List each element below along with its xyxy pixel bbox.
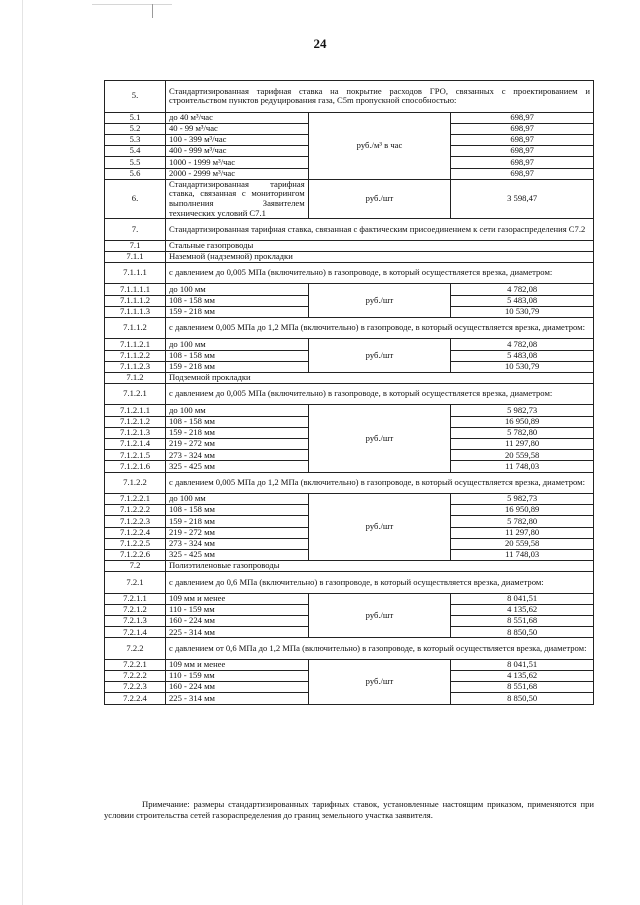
row-code: 7.1.1.2	[105, 317, 166, 338]
row-description: Подземной прокладки	[166, 372, 594, 383]
row-description: 325 - 425 мм	[166, 549, 309, 560]
table-row	[105, 372, 594, 383]
row-description: Стандартизированная тарифная ставка, связанная с фактическим присоединением к сети газораспределения C7.2	[166, 219, 594, 240]
row-code: 7.2.2	[105, 638, 166, 659]
row-code: 7.1.2.2.5	[105, 538, 166, 549]
row-code: 7.1.1.1.2	[105, 295, 166, 306]
row-value: 8 041,51	[451, 593, 594, 604]
row-description: с давлением до 0,005 МПа (включительно) в газопроводе, в который осуществляется врезка, диаметром:	[166, 262, 594, 283]
scan-artifact-mark	[152, 4, 153, 18]
row-code: 7.1	[105, 240, 166, 251]
row-code: 7.2.2.3	[105, 682, 166, 693]
unit-group-cell: руб./шт	[308, 493, 451, 560]
row-value: 11 297,80	[451, 439, 594, 450]
row-description: Стальные газопроводы	[166, 240, 594, 251]
row-value: 4 782,08	[451, 284, 594, 295]
row-description: 273 - 324 мм	[166, 450, 309, 461]
row-code: 7.1.2.2.4	[105, 527, 166, 538]
row-value: 5 782,80	[451, 427, 594, 438]
footnote: Примечание: размеры стандартизированных тарифных ставок, установленные настоящим приказом, применяются при условии строительства сетей газораспределения до границ земельного участка заявителя.	[104, 799, 594, 821]
row-code: 5.1	[105, 112, 166, 123]
row-code: 7.1.1.2.1	[105, 339, 166, 350]
tariff-table-body	[105, 81, 594, 705]
row-value: 5 982,73	[451, 405, 594, 416]
row-description: 159 - 218 мм	[166, 427, 309, 438]
row-value: 16 950,89	[451, 505, 594, 516]
row-code: 6.	[105, 179, 166, 219]
row-description: Полиэтиленовые газопроводы	[166, 561, 594, 572]
row-description: Стандартизированная тарифная ставка, связанная с мониторингом выполнения Заявителем технических условий C7.1	[166, 179, 309, 219]
row-code: 7.2.1	[105, 572, 166, 593]
row-description: с давлением до 0,6 МПа (включительно) в газопроводе, в который осуществляется врезка, диаметром:	[166, 572, 594, 593]
row-code: 7.2.1.4	[105, 627, 166, 638]
row-description: 325 - 425 мм	[166, 461, 309, 472]
row-value: 5 782,80	[451, 516, 594, 527]
unit-group-cell: руб./шт	[308, 593, 451, 638]
row-description: 110 - 159 мм	[166, 671, 309, 682]
row-description: с давлением 0,005 МПа до 1,2 МПа (включительно) в газопроводе, в который осуществляется врезка, диаметром:	[166, 317, 594, 338]
row-value: 10 530,79	[451, 306, 594, 317]
row-value: 698,97	[451, 112, 594, 123]
row-code: 7.2.1.1	[105, 593, 166, 604]
row-description: 160 - 224 мм	[166, 616, 309, 627]
row-description: с давлением от 0,6 МПа до 1,2 МПа (включительно) в газопроводе, в который осуществляется врезка, диаметром:	[166, 638, 594, 659]
row-description: 110 - 159 мм	[166, 604, 309, 615]
row-code: 5.	[105, 81, 166, 113]
row-value: 8 041,51	[451, 659, 594, 670]
row-description: с давлением до 0,005 МПа (включительно) в газопроводе, в который осуществляется врезка, диаметром:	[166, 384, 594, 405]
row-value: 11 297,80	[451, 527, 594, 538]
row-description: 108 - 158 мм	[166, 350, 309, 361]
row-code: 7.1.2.2.6	[105, 549, 166, 560]
row-description: 219 - 272 мм	[166, 439, 309, 450]
row-value: 8 850,50	[451, 627, 594, 638]
row-code: 7.	[105, 219, 166, 240]
row-value: 20 559,58	[451, 450, 594, 461]
row-code: 7.1.1	[105, 251, 166, 262]
table-row	[105, 572, 594, 593]
row-description: 40 - 99 м³/час	[166, 123, 309, 134]
row-description: 159 - 218 мм	[166, 361, 309, 372]
row-description: до 100 мм	[166, 339, 309, 350]
table-row	[105, 112, 594, 123]
row-code: 7.1.2.1.5	[105, 450, 166, 461]
table-row	[105, 472, 594, 493]
row-code: 5.4	[105, 146, 166, 157]
row-value: 4 782,08	[451, 339, 594, 350]
row-code: 7.1.1.1.1	[105, 284, 166, 295]
row-value: 8 850,50	[451, 693, 594, 704]
table-row	[105, 593, 594, 604]
row-value: 5 982,73	[451, 493, 594, 504]
row-value: 11 748,03	[451, 461, 594, 472]
row-description: Наземной (надземной) прокладки	[166, 251, 594, 262]
row-description: 108 - 158 мм	[166, 295, 309, 306]
row-description: 100 - 399 м³/час	[166, 134, 309, 145]
row-unit: руб./шт	[308, 179, 451, 219]
row-code: 7.1.2	[105, 372, 166, 383]
row-value: 11 748,03	[451, 549, 594, 560]
table-row	[105, 638, 594, 659]
scan-artifact-top	[92, 4, 172, 5]
row-value: 8 551,68	[451, 616, 594, 627]
unit-group-cell: руб./шт	[308, 659, 451, 704]
row-code: 7.1.2.1.2	[105, 416, 166, 427]
table-row	[105, 317, 594, 338]
row-code: 5.2	[105, 123, 166, 134]
table-row	[105, 179, 594, 219]
row-value: 10 530,79	[451, 361, 594, 372]
row-code: 7.1.2.2.2	[105, 505, 166, 516]
table-row	[105, 493, 594, 504]
row-code: 7.1.1.1	[105, 262, 166, 283]
row-description: 108 - 158 мм	[166, 416, 309, 427]
table-row	[105, 284, 594, 295]
table-row	[105, 240, 594, 251]
row-code: 7.2.2.4	[105, 693, 166, 704]
row-code: 7.1.2.2	[105, 472, 166, 493]
row-description: до 100 мм	[166, 493, 309, 504]
scan-artifact-left	[22, 0, 23, 905]
table-row	[105, 384, 594, 405]
row-code: 7.2.1.3	[105, 616, 166, 627]
unit-group-cell: руб./шт	[308, 284, 451, 318]
row-code: 7.1.2.1.4	[105, 439, 166, 450]
row-code: 7.1.1.1.3	[105, 306, 166, 317]
row-value: 698,97	[451, 134, 594, 145]
row-value: 16 950,89	[451, 416, 594, 427]
row-value: 20 559,58	[451, 538, 594, 549]
row-code: 7.2	[105, 561, 166, 572]
tariff-table	[104, 80, 594, 705]
row-code: 7.1.2.1.6	[105, 461, 166, 472]
table-row	[105, 251, 594, 262]
row-value: 5 483,08	[451, 295, 594, 306]
unit-group-cell: руб./шт	[308, 405, 451, 472]
row-code: 7.1.1.2.2	[105, 350, 166, 361]
table-row	[105, 81, 594, 113]
row-description: 160 - 224 мм	[166, 682, 309, 693]
row-code: 7.2.2.1	[105, 659, 166, 670]
table-row	[105, 405, 594, 416]
row-code: 5.6	[105, 168, 166, 179]
row-code: 7.2.2.2	[105, 671, 166, 682]
row-description: 109 мм и менее	[166, 593, 309, 604]
table-row	[105, 659, 594, 670]
row-code: 7.2.1.2	[105, 604, 166, 615]
row-description: до 40 м³/час	[166, 112, 309, 123]
row-value: 4 135,62	[451, 671, 594, 682]
row-value: 5 483,08	[451, 350, 594, 361]
row-value: 698,97	[451, 157, 594, 168]
row-description: 1000 - 1999 м³/час	[166, 157, 309, 168]
row-description: с давлением 0,005 МПа до 1,2 МПа (включительно) в газопроводе, в который осуществляется врезка, диаметром:	[166, 472, 594, 493]
row-description: 225 - 314 мм	[166, 627, 309, 638]
row-code: 5.3	[105, 134, 166, 145]
row-description: 219 - 272 мм	[166, 527, 309, 538]
row-description: 109 мм и менее	[166, 659, 309, 670]
row-value: 8 551,68	[451, 682, 594, 693]
row-description: 2000 - 2999 м³/час	[166, 168, 309, 179]
row-code: 7.1.2.1.3	[105, 427, 166, 438]
row-value: 698,97	[451, 146, 594, 157]
row-description: 159 - 218 мм	[166, 516, 309, 527]
page-number: 24	[313, 36, 327, 51]
row-code: 7.1.1.2.3	[105, 361, 166, 372]
row-value: 3 598,47	[451, 179, 594, 219]
row-description: 225 - 314 мм	[166, 693, 309, 704]
table-row	[105, 219, 594, 240]
row-description: 273 - 324 мм	[166, 538, 309, 549]
unit-group-cell: руб./шт	[308, 339, 451, 373]
row-description: 159 - 218 мм	[166, 306, 309, 317]
table-row	[105, 339, 594, 350]
row-description: 108 - 158 мм	[166, 505, 309, 516]
row-value: 698,97	[451, 168, 594, 179]
row-description: 400 - 999 м³/час	[166, 146, 309, 157]
row-code: 7.1.2.1.1	[105, 405, 166, 416]
row-description: до 100 мм	[166, 405, 309, 416]
row-code: 7.1.2.2.1	[105, 493, 166, 504]
table-row	[105, 262, 594, 283]
row-value: 4 135,62	[451, 604, 594, 615]
row-code: 7.1.2.2.3	[105, 516, 166, 527]
row-code: 7.1.2.1	[105, 384, 166, 405]
unit-group-cell: руб./м³ в час	[308, 112, 451, 179]
row-code: 5.5	[105, 157, 166, 168]
row-description: Стандартизированная тарифная ставка на покрытие расходов ГРО, связанных с проектированием и строительством пунктов редуцирования газа, C5m пропускной способностью:	[166, 81, 594, 113]
row-description: до 100 мм	[166, 284, 309, 295]
table-row	[105, 561, 594, 572]
row-value: 698,97	[451, 123, 594, 134]
